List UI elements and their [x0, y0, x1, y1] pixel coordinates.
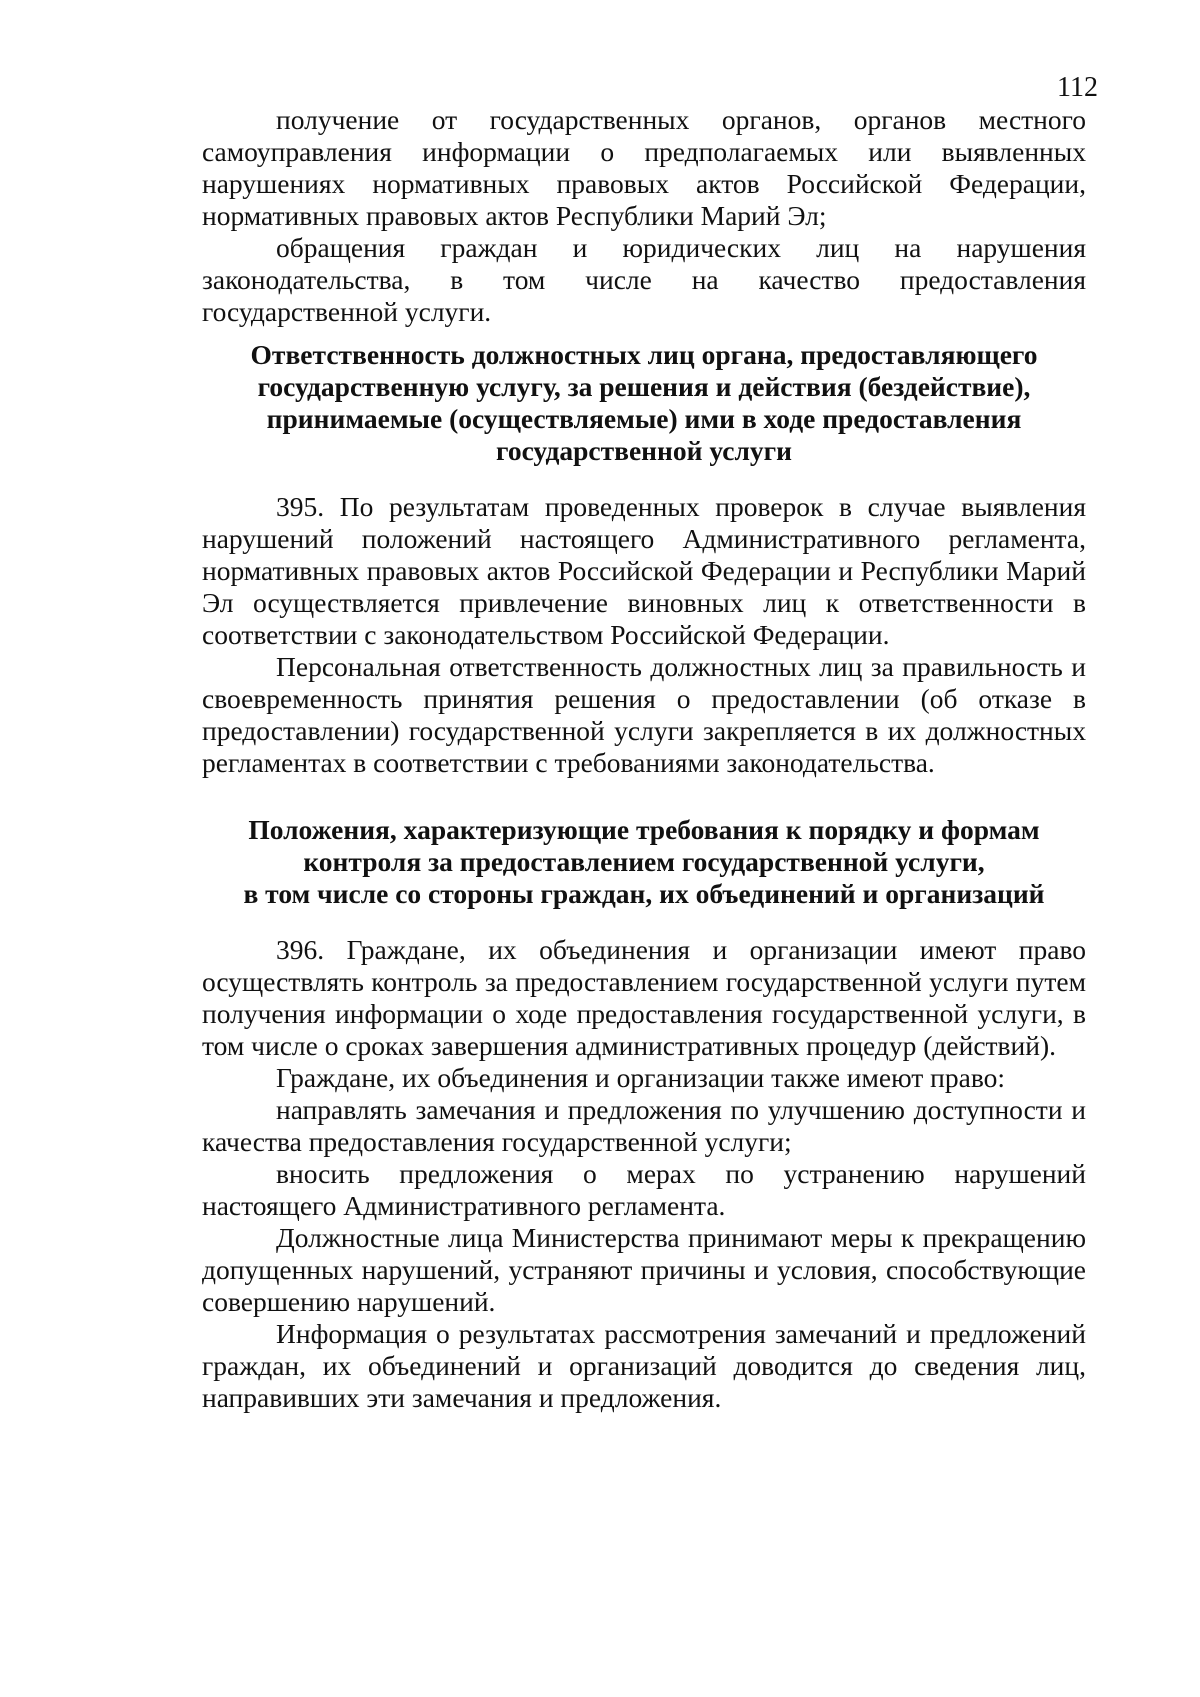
heading-line: государственной услуги [496, 435, 792, 466]
heading-line: Ответственность должностных лиц органа, предоставляющего [250, 339, 1038, 370]
heading-line: контроля за предоставлением государственной услуги, [303, 846, 985, 877]
heading-line: Положения, характеризующие требования к порядку и формам [248, 814, 1040, 845]
paragraph: 395. По результатам проведенных проверок в случае выявления нарушений положений настоящего Административного регламента, нормативных правовых актов Российской Федерации и Республики Марий Эл осуществляется привлечение виновных лиц к ответственности в соответствии с законодательством Российской Федерации. [202, 491, 1086, 650]
paragraph: вносить предложения о мерах по устранению нарушений настоящего Административного регламента. [202, 1158, 1086, 1221]
heading-line: государственную услугу, за решения и действия (бездействие), [257, 371, 1031, 402]
text-block-3 [202, 934, 1086, 1414]
paragraph: обращения граждан и юридических лиц на нарушения законодательства, в том числе на качество предоставления государственной услуги. [202, 232, 1086, 327]
paragraph: Граждане, их объединения и организации также имеют право: [276, 1062, 1006, 1093]
section-heading-control [202, 814, 1086, 910]
paragraph: получение от государственных органов, органов местного самоуправления информации о предполагаемых или выявленных нарушениях нормативных правовых актов Российской Федерации, нормативных правовых актов Республики Марий Эл; [202, 104, 1086, 231]
paragraph: 396. Граждане, их объединения и организации имеют право осуществлять контроль за предоставлением государственной услуги путем получения информации о ходе предоставления государственной услуги, в том числе о сроках завершения административных процедур (действий). [202, 934, 1086, 1061]
text-block-2 [202, 491, 1086, 779]
page-number: 112 [1057, 72, 1098, 103]
section-heading-responsibility [202, 339, 1086, 467]
heading-line: принимаемые (осуществляемые) ими в ходе предоставления [266, 403, 1022, 434]
paragraph: Персональная ответственность должностных лиц за правильность и своевременность принятия решения о предоставлении (об отказе в предоставлении) государственной услуги закрепляется в их должностных регламентах в соответствии с требованиями законодательства. [202, 651, 1086, 778]
heading-line: в том числе со стороны граждан, их объединений и организаций [243, 878, 1045, 909]
paragraph: направлять замечания и предложения по улучшению доступности и качества предоставления государственной услуги; [202, 1094, 1086, 1157]
text-block-1 [202, 104, 1086, 328]
paragraph: Информация о результатах рассмотрения замечаний и предложений граждан, их объединений и организаций доводится до сведения лиц, направивших эти замечания и предложения. [202, 1318, 1086, 1413]
paragraph: Должностные лица Министерства принимают меры к прекращению допущенных нарушений, устраняют причины и условия, способствующие совершению нарушений. [202, 1222, 1086, 1317]
